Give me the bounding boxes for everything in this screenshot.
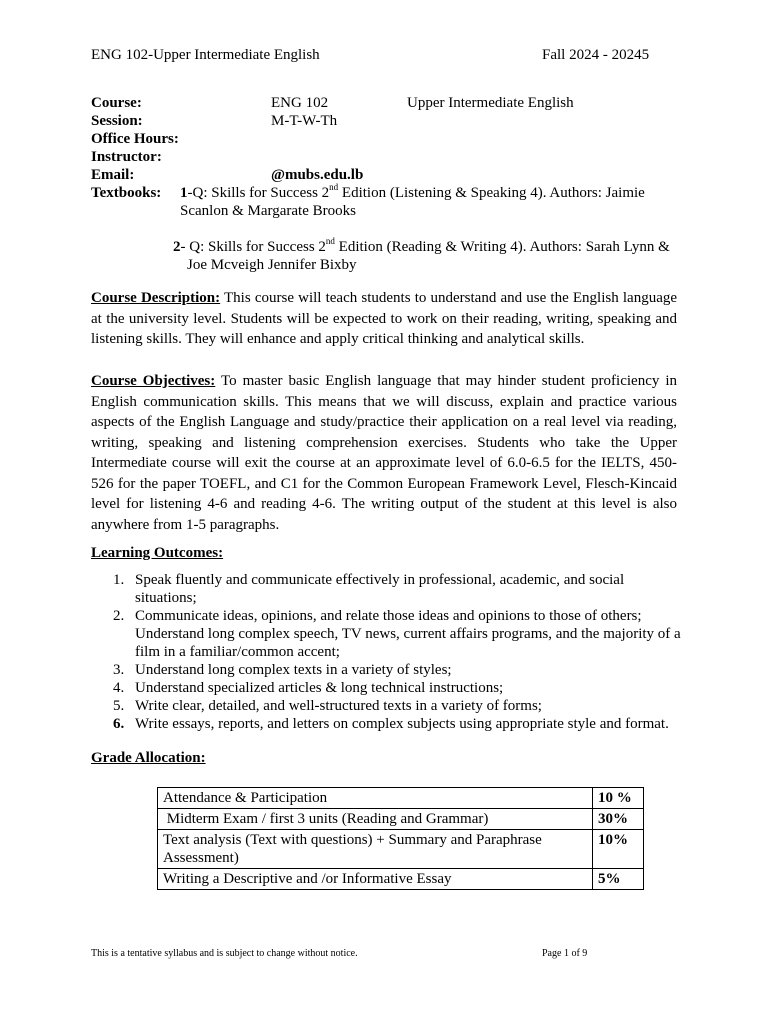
textbook-2-details: Edition (Reading & Writing 4). Authors: Sarah Lynn & [334, 239, 670, 255]
grade-item: Attendance & Participation [158, 788, 593, 809]
list-item [91, 715, 681, 733]
table-row [158, 788, 644, 809]
instructor-label: Instructor: [91, 149, 162, 165]
footer-page-number: Page 1 of 9 [542, 948, 588, 959]
outcome-text: Write clear, detailed, and well-structured texts in a variety of forms; [135, 698, 542, 714]
textbook-1-details: Edition (Listening & Speaking 4). Authors: Jaimie [338, 185, 645, 201]
footer-disclaimer: This is a tentative syllabus and is subject to change without notice. [91, 948, 358, 959]
grade-item: Midterm Exam / first 3 units (Reading and Grammar) [158, 809, 593, 830]
list-item [91, 661, 681, 679]
session-label: Session: [91, 113, 143, 129]
grade-weight: 10 % [593, 788, 644, 809]
grade-item: Writing a Descriptive and /or Informative Essay [158, 869, 593, 890]
course-name: Upper Intermediate English [407, 95, 574, 111]
course-description [91, 288, 677, 350]
email-label: Email: [91, 167, 135, 183]
learning-outcomes-list [91, 571, 681, 733]
list-item [91, 697, 681, 715]
header-term: Fall 2024 - 20245 [542, 47, 650, 63]
course-info-block [91, 94, 691, 274]
outcome-number: 2. [113, 608, 125, 624]
textbook-2 [91, 238, 691, 274]
grade-weight: 5% [593, 869, 644, 890]
textbook-2-authors: Joe Mcveigh Jennifer Bixby [187, 257, 357, 273]
outcome-number: 3. [113, 662, 125, 678]
course-code: ENG 102 [271, 95, 329, 111]
outcome-text: Write essays, reports, and letters on complex subjects using appropriate style and format. [135, 716, 669, 732]
textbook-1-authors: Scanlon & Margarate Brooks [180, 203, 356, 219]
outcome-number: 4. [113, 680, 125, 696]
session-days: M-T-W-Th [271, 113, 338, 129]
email-value[interactable]: @mubs.edu.lb [271, 167, 364, 183]
course-objectives [91, 371, 677, 535]
table-row [158, 830, 644, 869]
outcome-text: Communicate ideas, opinions, and relate those ideas and opinions to those of others; Understand long complex speech, TV news, current affairs programs, and the majority of a film in a familiar/common accent; [135, 608, 681, 660]
outcome-text: Understand long complex texts in a variety of styles; [135, 662, 452, 678]
outcome-number: 1. [113, 572, 125, 588]
header-course-title: ENG 102-Upper Intermediate English [91, 47, 320, 63]
textbook-2-number: 2 [173, 239, 181, 255]
textbook-2-sup: nd [325, 236, 335, 246]
list-item [91, 679, 681, 697]
grade-allocation-heading: Grade Allocation: [91, 750, 206, 766]
textbook-1-title: -Q: Skills for Success 2 [187, 185, 330, 201]
grade-weight: 10% [593, 830, 644, 869]
grade-weight: 30% [593, 809, 644, 830]
course-objectives-text: To master basic English language that may hinder student proficiency in English communication skills. This means that we will discuss, explain and practice various aspects of the English Language and study/practice their application on a real level via reading, writing, speaking and listening comprehension exercises. Students who take the Upper Intermediate course will exit the course at an approximate level of 6.0-6.5 for the IELTS, 450-526 for the paper TOEFL, and C1 for the Common European Framework Level, Flesch-Kincaid level for listening 4-6 and reading 4-6. The writing output of the student at this level is also anywhere from 1-5 paragraphs. [91, 373, 677, 533]
course-objectives-heading: Course Objectives: [91, 373, 216, 389]
outcome-text: Understand specialized articles & long technical instructions; [135, 680, 504, 696]
textbook-1-sup: nd [329, 182, 339, 192]
outcome-text: Speak fluently and communicate effectively in professional, academic, and social situations; [135, 572, 625, 606]
grade-allocation-table [157, 787, 644, 890]
textbook-1-number: 1 [180, 185, 188, 201]
list-item [91, 607, 681, 661]
course-description-heading: Course Description: [91, 290, 221, 306]
outcome-number: 5. [113, 698, 125, 714]
textbook-2-title: - Q: Skills for Success 2 [180, 239, 326, 255]
grade-item: Text analysis (Text with questions) + Summary and Paraphrase Assessment) [158, 830, 593, 869]
learning-outcomes-heading: Learning Outcomes: [91, 545, 224, 561]
table-row [158, 809, 644, 830]
table-row [158, 869, 644, 890]
outcome-number: 6. [113, 716, 125, 732]
course-description-text: This course will teach students to understand and use the English language at the university level. Students will be expected to work on their reading, writing, speaking and listening skills. They will enhance and apply critical thinking and analytical skills. [91, 290, 678, 347]
office-hours-label: Office Hours: [91, 131, 179, 147]
course-label: Course: [91, 95, 142, 111]
list-item [91, 571, 681, 607]
textbooks-label: Textbooks: [91, 185, 162, 201]
textbook-1 [180, 184, 691, 220]
